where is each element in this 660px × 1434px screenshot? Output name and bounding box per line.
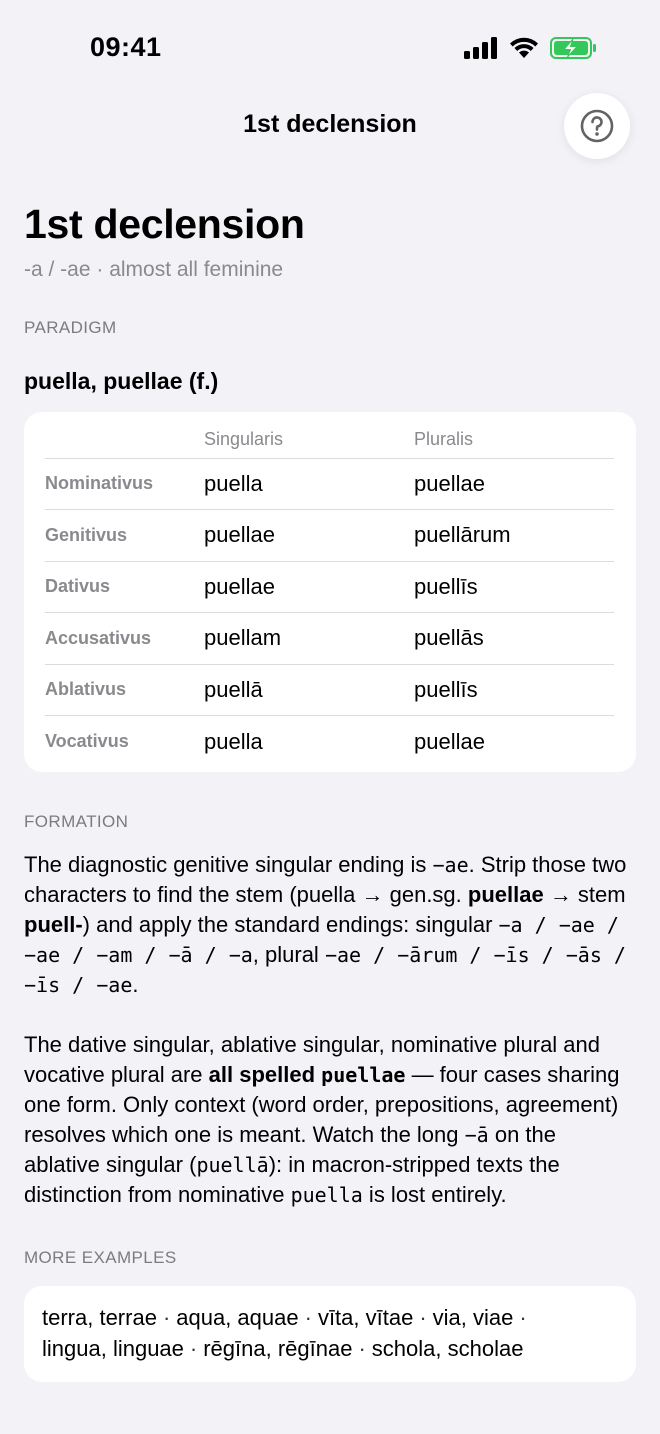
- table-row: [45, 458, 614, 510]
- text-run: . Strip those two characters to find the stem (puella → gen.sg.: [24, 852, 627, 907]
- case-name: Accusativus: [45, 613, 204, 665]
- text-run: ): in macron-stripped texts the distinction from nominative: [24, 1152, 560, 1207]
- paradigm-table-card: [24, 412, 636, 772]
- separator-dot: ·: [519, 1305, 527, 1330]
- separator-dot: ·: [162, 1305, 171, 1330]
- bold-run: all spelled: [208, 1062, 322, 1087]
- text-run: .: [132, 972, 139, 997]
- table-row: [45, 613, 614, 665]
- column-header-singularis: Singularis: [204, 422, 414, 458]
- example-item: via, viae: [432, 1305, 514, 1330]
- question-mark-circle-icon: [580, 109, 614, 143]
- text-run: on the ablative singular (: [24, 1122, 556, 1177]
- case-name: Nominativus: [45, 458, 204, 510]
- table-row: [45, 716, 614, 768]
- text-run: is lost entirely.: [362, 1182, 507, 1207]
- cellular-signal-icon: [464, 37, 498, 59]
- bold-code-run: puellae: [321, 1063, 406, 1087]
- table-row: [45, 664, 614, 716]
- plural-form: puellīs: [414, 561, 614, 613]
- plural-form: puellās: [414, 613, 614, 665]
- battery-charging-icon: [550, 36, 598, 60]
- page-subtitle: -a / -ae · almost all feminine: [24, 258, 284, 281]
- paradigm-table: [45, 422, 614, 767]
- column-header-case: [45, 422, 204, 458]
- singular-form: puellae: [204, 561, 414, 613]
- separator-dot: ·: [189, 1336, 198, 1361]
- singular-form: puellae: [204, 510, 414, 562]
- example-item: rēgīna, rēgīnae: [203, 1336, 353, 1361]
- code-run: puella: [290, 1183, 363, 1207]
- text-run: → stem: [543, 882, 626, 907]
- example-item: terra, terrae: [42, 1305, 157, 1330]
- table-row: [45, 561, 614, 613]
- help-button[interactable]: [564, 93, 630, 159]
- text-run: — four cases sharing one form. Only context (word order, prepositions, agreement) resolves which one is meant. Watch the long: [24, 1062, 620, 1147]
- separator-dot: ·: [304, 1305, 312, 1330]
- wifi-icon: [508, 36, 540, 60]
- examples-section-label: MORE EXAMPLES: [24, 1248, 177, 1267]
- bold-run: puellae: [467, 882, 544, 907]
- case-name: Dativus: [45, 561, 204, 613]
- formation-section-label: FORMATION: [24, 812, 129, 831]
- status-icons: [464, 36, 598, 60]
- formation-paragraph-2: [24, 1030, 636, 1210]
- code-run: puellā: [196, 1153, 269, 1177]
- page-title: 1st declension: [24, 201, 305, 247]
- example-item: schola, scholae: [371, 1336, 524, 1361]
- case-name: Vocativus: [45, 731, 129, 751]
- separator-dot: ·: [419, 1305, 427, 1330]
- main-content: [24, 196, 636, 1382]
- case-name: Ablativus: [45, 664, 204, 716]
- bold-run: puell-: [24, 912, 83, 937]
- plural-form: puellae: [414, 728, 485, 754]
- column-header-pluralis: Pluralis: [414, 422, 614, 458]
- examples-card: [24, 1286, 636, 1382]
- singular-form: puella: [204, 458, 414, 510]
- code-run: −ā: [464, 1123, 489, 1147]
- singular-form: puellā: [204, 664, 414, 716]
- singular-form: puellam: [204, 613, 414, 665]
- status-bar: [0, 0, 660, 90]
- table-header-row: [45, 422, 614, 458]
- code-run: −ae: [432, 853, 469, 877]
- plural-form: puellārum: [414, 510, 614, 562]
- table-row: [45, 510, 614, 562]
- separator-dot: ·: [358, 1336, 366, 1361]
- example-item: lingua, linguae: [42, 1336, 184, 1361]
- text-run: The dative singular, ablative singular, nominative plural and vocative plural are: [24, 1032, 601, 1087]
- code-run: −a / −ae / −ae / −am / −ā / −a: [24, 913, 619, 967]
- status-time: 09:41: [90, 32, 162, 62]
- plural-form: puellīs: [414, 664, 614, 716]
- paradigm-section-label: PARADIGM: [24, 318, 117, 337]
- case-name: Genitivus: [45, 510, 204, 562]
- formation-paragraph-1: [24, 850, 636, 1000]
- paradigm-word: puella, puellae (f.): [24, 368, 219, 394]
- example-item: vīta, vītae: [317, 1305, 414, 1330]
- code-run: −ae / −ārum / −īs / −ās / −īs / −ae: [24, 943, 626, 997]
- nav-title: 1st declension: [243, 110, 417, 138]
- text-run: , plural: [252, 942, 325, 967]
- text-run: The diagnostic genitive singular ending is: [24, 852, 433, 877]
- text-run: ) and apply the standard endings: singular: [82, 912, 499, 937]
- plural-form: puellae: [414, 458, 614, 510]
- example-item: aqua, aquae: [176, 1305, 299, 1330]
- singular-form: puella: [204, 728, 263, 754]
